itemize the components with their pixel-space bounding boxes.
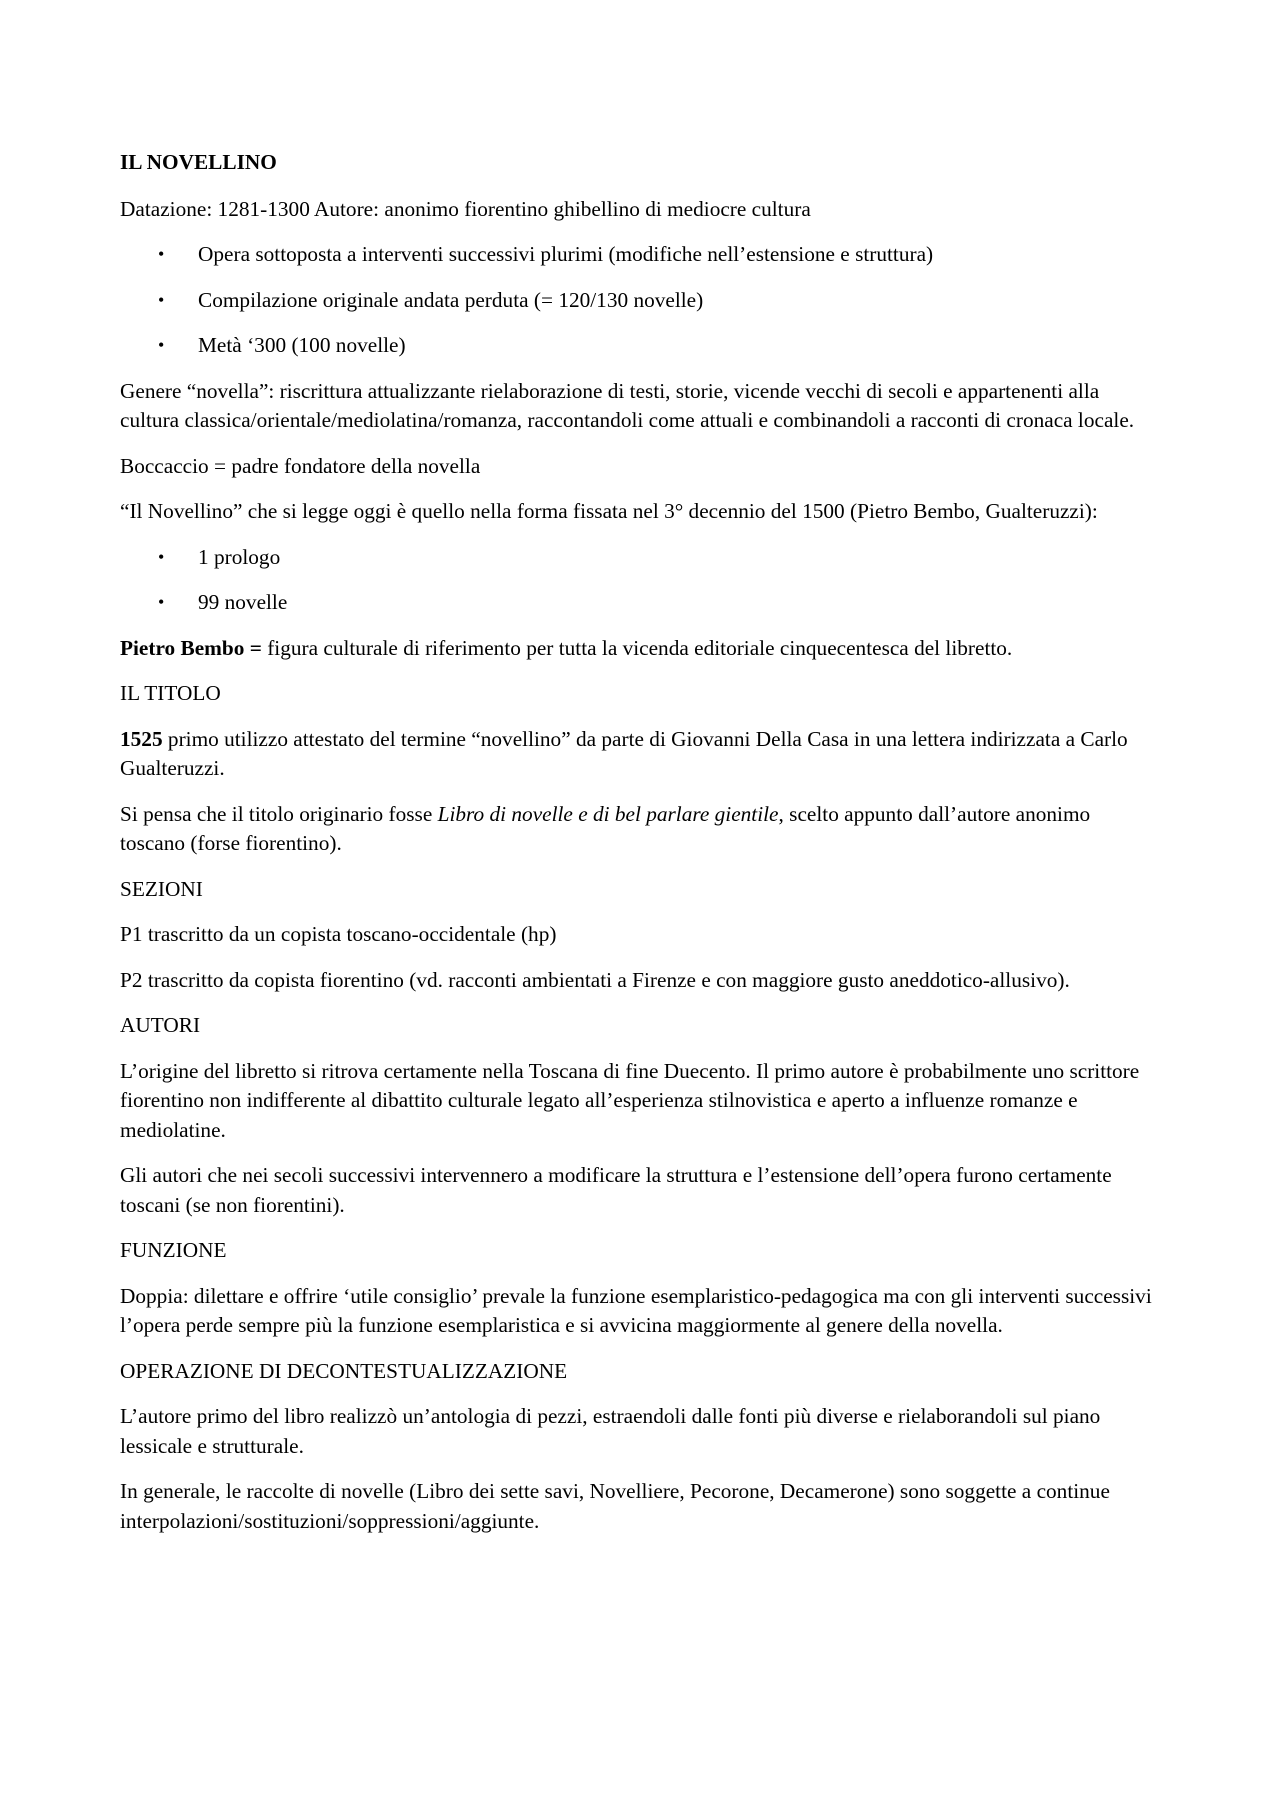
- titolo-text-before: Si pensa che il titolo originario fosse: [120, 801, 438, 826]
- titolo-text-after: , scelto appunto dall’autore anonimo toscano (forse fiorentino).: [120, 801, 1091, 855]
- autori-paragraph-2: Gli autori che nei secoli successivi intervennero a modificare la struttura e l’estensione dell’opera furono certamente toscani (se non fiorentini).: [120, 1163, 1112, 1217]
- dating-paragraph: Datazione: 1281-1300 Autore: anonimo fiorentino ghibellino di mediocre cultura: [120, 196, 811, 221]
- genre-paragraph: Genere “novella”: riscrittura attualizzante rielaborazione di testi, storie, vicende vecchi di secoli e appartenenti alla cultura classica/orientale/mediolatina/romanza, raccontandoli come attuali e combinandoli a racconti di cronaca locale.: [120, 378, 1135, 432]
- funzione-paragraph: Doppia: dilettare e offrire ‘utile consiglio’ prevale la funzione esemplaristico-pedagogica ma con gli interventi successivi l’opera perde sempre più la funzione esemplaristica e si avvicina maggiormente al genere della novella.: [120, 1283, 1152, 1337]
- autori-paragraph-1: L’origine del libretto si ritrova certamente nella Toscana di fine Duecento. Il primo autore è probabilmente uno scrittore fiorentino non indifferente al dibattito culturale legato all’esperienza stilnovistica e aperto a influenze romanze e mediolatine.: [120, 1058, 1140, 1142]
- novellino-today-paragraph: “Il Novellino” che si legge oggi è quello nella forma fissata nel 3° decennio del 1500 (Pietro Bembo, Gualteruzzi):: [120, 499, 1098, 523]
- document-title: IL NOVELLINO: [120, 150, 277, 174]
- list-item: • Metà ‘300 (100 novelle): [120, 331, 1160, 361]
- sezione-p2-paragraph: P2 trascritto da copista fiorentino (vd. racconti ambientati a Firenze e con maggiore gusto aneddotico-allusivo).: [120, 967, 1070, 992]
- bembo-paragraph: [120, 634, 1160, 664]
- sezione-p1-paragraph: P1 trascritto da un copista toscano-occidentale (hp): [120, 922, 557, 946]
- titolo-italic: Libro di novelle e di bel parlare gientile: [437, 801, 779, 826]
- list-item: • 99 novelle: [120, 588, 1160, 618]
- bembo-bold: Pietro Bembo =: [120, 635, 262, 660]
- list-item: • Compilazione originale andata perduta (= 120/130 novelle): [120, 286, 1160, 316]
- titolo-text-1: primo utilizzo attestato del termine “novellino” da parte di Giovanni Della Casa in una lettera indirizzata a Carlo Gualteruzzi.: [120, 726, 1128, 780]
- heading-autori: AUTORI: [120, 1013, 201, 1037]
- titolo-paragraph-2: [120, 800, 1160, 859]
- titolo-paragraph-1: [120, 725, 1160, 784]
- list-item: • 1 prologo: [120, 543, 1160, 573]
- bembo-text: figura culturale di riferimento per tutta la vicenda editoriale cinquecentesca del libretto.: [261, 635, 1013, 660]
- heading-operazione: OPERAZIONE DI DECONTESTUALIZZAZIONE: [120, 1358, 568, 1383]
- heading-funzione: FUNZIONE: [120, 1238, 227, 1262]
- operazione-paragraph-2: In generale, le raccolte di novelle (Libro dei sette savi, Novelliere, Pecorone, Decamerone) sono soggette a continue interpolazioni/sostituzioni/soppressioni/aggiunte.: [120, 1479, 1110, 1533]
- operazione-paragraph-1: L’autore primo del libro realizzò un’antologia di pezzi, estraendoli dalle fonti più diverse e rielaborandoli sul piano lessicale e strutturale.: [120, 1404, 1101, 1458]
- heading-sezioni: SEZIONI: [120, 876, 203, 901]
- boccaccio-paragraph: Boccaccio = padre fondatore della novella: [120, 453, 481, 478]
- list-item: • Opera sottoposta a interventi successivi plurimi (modifiche nell’estensione e struttura): [120, 240, 1160, 270]
- bullet-list-opera: [120, 240, 1160, 361]
- bullet-list-structure: [120, 543, 1160, 618]
- year-bold: 1525: [120, 726, 163, 751]
- heading-titolo: IL TITOLO: [120, 681, 221, 705]
